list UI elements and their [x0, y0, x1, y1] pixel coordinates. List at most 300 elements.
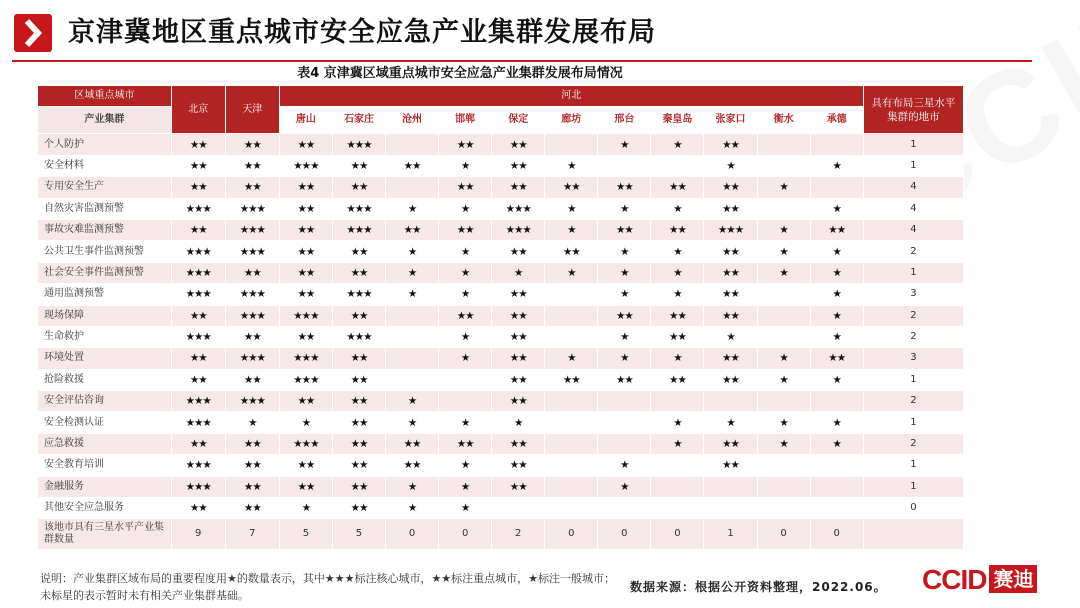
- star-rating-cell: [704, 476, 757, 497]
- row-cluster-name: 专用安全生产: [38, 177, 171, 198]
- star-rating-cell: ★: [225, 412, 279, 433]
- star-rating-cell: ★★: [386, 219, 439, 240]
- star-rating-cell: ★★: [651, 177, 704, 198]
- star-rating-cell: ★: [545, 348, 598, 369]
- table-row: [38, 262, 964, 283]
- star-rating-cell: ★: [651, 198, 704, 219]
- star-rating-cell: ★: [492, 412, 545, 433]
- logo-saidi-text: 赛迪: [989, 565, 1037, 593]
- star-rating-cell: ★★: [171, 369, 225, 390]
- star-rating-cell: ★★★: [279, 433, 332, 454]
- star-rating-cell: ★★: [279, 177, 332, 198]
- row-three-star-count: 1: [863, 455, 963, 476]
- table-row: [38, 155, 964, 176]
- star-rating-cell: ★★: [332, 391, 385, 412]
- table-row: [38, 391, 964, 412]
- star-rating-cell: ★: [439, 326, 492, 347]
- row-cluster-name: 个人防护: [38, 134, 171, 155]
- star-rating-cell: ★★: [704, 177, 757, 198]
- star-rating-cell: ★★: [439, 433, 492, 454]
- star-rating-cell: ★★: [332, 348, 385, 369]
- star-rating-cell: ★: [279, 498, 332, 519]
- star-rating-cell: ★★: [279, 219, 332, 240]
- star-rating-cell: [651, 476, 704, 497]
- star-rating-cell: ★: [439, 155, 492, 176]
- star-rating-cell: ★★★: [225, 219, 279, 240]
- star-rating-cell: [598, 391, 651, 412]
- header-city: 承德: [810, 107, 863, 134]
- summary-count-cell: 5: [279, 519, 332, 550]
- star-rating-cell: ★★★: [225, 305, 279, 326]
- star-rating-cell: ★★★: [279, 155, 332, 176]
- row-three-star-count: 2: [863, 305, 963, 326]
- star-rating-cell: ★★★: [704, 219, 757, 240]
- star-rating-cell: ★★★: [171, 455, 225, 476]
- row-three-star-count: 2: [863, 433, 963, 454]
- star-rating-cell: ★: [651, 284, 704, 305]
- star-rating-cell: ★★: [171, 348, 225, 369]
- star-rating-cell: ★★: [704, 305, 757, 326]
- star-rating-cell: ★★: [225, 476, 279, 497]
- star-rating-cell: ★★: [332, 262, 385, 283]
- star-rating-cell: ★★★: [332, 219, 385, 240]
- star-rating-cell: [545, 391, 598, 412]
- row-three-star-count: 4: [863, 177, 963, 198]
- star-rating-cell: ★: [757, 369, 810, 390]
- star-rating-cell: ★★: [492, 433, 545, 454]
- star-rating-cell: ★: [757, 241, 810, 262]
- star-rating-cell: [545, 498, 598, 519]
- row-cluster-name: 安全材料: [38, 155, 171, 176]
- star-rating-cell: ★: [439, 498, 492, 519]
- star-rating-cell: ★: [810, 241, 863, 262]
- star-rating-cell: [439, 391, 492, 412]
- star-rating-cell: ★★: [225, 177, 279, 198]
- star-rating-cell: ★: [757, 348, 810, 369]
- star-rating-cell: ★: [810, 326, 863, 347]
- star-rating-cell: ★: [704, 155, 757, 176]
- star-rating-cell: ★★: [225, 369, 279, 390]
- star-rating-cell: ★: [598, 262, 651, 283]
- star-rating-cell: ★: [439, 455, 492, 476]
- star-rating-cell: ★: [598, 198, 651, 219]
- star-rating-cell: [757, 476, 810, 497]
- star-rating-cell: ★★: [225, 455, 279, 476]
- row-cluster-name: 通用监测预警: [38, 284, 171, 305]
- star-rating-cell: ★★: [651, 326, 704, 347]
- row-three-star-count: 2: [863, 241, 963, 262]
- star-rating-cell: ★★: [439, 177, 492, 198]
- star-rating-cell: ★★★: [225, 241, 279, 262]
- star-rating-cell: ★★: [492, 134, 545, 155]
- star-rating-cell: ★★: [598, 219, 651, 240]
- star-rating-cell: ★★: [171, 177, 225, 198]
- star-rating-cell: ★★: [332, 177, 385, 198]
- row-cluster-name: 社会安全事件监测预警: [38, 262, 171, 283]
- row-cluster-name: 安全检测认证: [38, 412, 171, 433]
- star-rating-cell: [545, 284, 598, 305]
- star-rating-cell: ★★: [704, 433, 757, 454]
- star-rating-cell: ★★: [492, 326, 545, 347]
- star-rating-cell: ★: [386, 198, 439, 219]
- summary-count-cell: 1: [704, 519, 757, 550]
- star-rating-cell: ★★: [598, 305, 651, 326]
- star-rating-cell: ★: [651, 262, 704, 283]
- row-cluster-name: 安全教育培训: [38, 455, 171, 476]
- row-three-star-count: 1: [863, 412, 963, 433]
- row-cluster-name: 抢险救援: [38, 369, 171, 390]
- star-rating-cell: ★★: [332, 455, 385, 476]
- star-rating-cell: ★★: [545, 369, 598, 390]
- star-rating-cell: [545, 476, 598, 497]
- star-rating-cell: ★★: [171, 134, 225, 155]
- star-rating-cell: ★★: [332, 476, 385, 497]
- star-rating-cell: [386, 369, 439, 390]
- star-rating-cell: ★★★: [171, 284, 225, 305]
- star-rating-cell: ★★: [704, 198, 757, 219]
- star-rating-cell: ★★: [439, 134, 492, 155]
- star-rating-cell: ★★: [225, 498, 279, 519]
- star-rating-cell: ★★: [651, 369, 704, 390]
- header-tianjin: 天津: [225, 86, 279, 134]
- star-rating-cell: [757, 498, 810, 519]
- star-rating-cell: [651, 391, 704, 412]
- star-rating-cell: ★: [810, 412, 863, 433]
- star-rating-cell: ★★: [492, 284, 545, 305]
- star-rating-cell: ★★★: [171, 262, 225, 283]
- star-rating-cell: ★★: [279, 262, 332, 283]
- table-row: [38, 284, 964, 305]
- row-three-star-count: 2: [863, 326, 963, 347]
- star-rating-cell: ★: [439, 198, 492, 219]
- star-rating-cell: ★: [757, 433, 810, 454]
- table-row: [38, 241, 964, 262]
- star-rating-cell: ★: [651, 241, 704, 262]
- table-row: [38, 134, 964, 155]
- header-beijing: 北京: [171, 86, 225, 134]
- star-rating-cell: ★★: [492, 476, 545, 497]
- star-rating-cell: ★★: [651, 305, 704, 326]
- star-rating-cell: [386, 348, 439, 369]
- star-rating-cell: ★: [598, 348, 651, 369]
- star-rating-cell: [545, 412, 598, 433]
- star-rating-cell: ★: [386, 391, 439, 412]
- table-note: 说明：产业集群区域布局的重要程度用★的数量表示，其中★★★标注核心城市，★★标注重点城市，★标注一般城市；未标星的表示暂时未有相关产业集群基础。: [40, 572, 616, 602]
- summary-count-cell: 9: [171, 519, 225, 550]
- chevron-right-icon: [14, 14, 52, 52]
- star-rating-cell: ★★★: [332, 284, 385, 305]
- star-rating-cell: ★★: [386, 155, 439, 176]
- summary-count-cell: 0: [651, 519, 704, 550]
- summary-count-cell: 0: [810, 519, 863, 550]
- star-rating-cell: ★: [598, 134, 651, 155]
- star-rating-cell: ★★★: [225, 391, 279, 412]
- star-rating-cell: ★: [439, 262, 492, 283]
- star-rating-cell: ★: [651, 348, 704, 369]
- star-rating-cell: ★: [439, 476, 492, 497]
- star-rating-cell: ★★: [492, 305, 545, 326]
- star-rating-cell: ★: [757, 219, 810, 240]
- logo-ccid-text: CCID: [922, 564, 987, 595]
- header-city: 邢台: [598, 107, 651, 134]
- row-cluster-name: 现场保障: [38, 305, 171, 326]
- star-rating-cell: [386, 177, 439, 198]
- star-rating-cell: ★: [386, 262, 439, 283]
- summary-count-cell: 0: [386, 519, 439, 550]
- star-rating-cell: ★★: [704, 369, 757, 390]
- star-rating-cell: ★★: [171, 155, 225, 176]
- star-rating-cell: ★★: [279, 326, 332, 347]
- star-rating-cell: [386, 305, 439, 326]
- star-rating-cell: [704, 498, 757, 519]
- summary-count-cell: 0: [598, 519, 651, 550]
- header-count: 具有布局三星水平集群的地市: [863, 86, 963, 134]
- star-rating-cell: ★★★: [225, 348, 279, 369]
- summary-count-cell: 2: [492, 519, 545, 550]
- slide-header: [12, 10, 1068, 56]
- star-rating-cell: ★: [545, 262, 598, 283]
- star-rating-cell: ★: [810, 262, 863, 283]
- star-rating-cell: ★★★: [171, 198, 225, 219]
- star-rating-cell: ★★: [225, 134, 279, 155]
- star-rating-cell: ★: [439, 412, 492, 433]
- star-rating-cell: ★★: [332, 433, 385, 454]
- table-row: [38, 433, 964, 454]
- star-rating-cell: ★★: [332, 241, 385, 262]
- star-rating-cell: ★★: [386, 433, 439, 454]
- row-cluster-name: 应急救援: [38, 433, 171, 454]
- star-rating-cell: ★★: [651, 219, 704, 240]
- star-rating-cell: [757, 455, 810, 476]
- star-rating-cell: ★: [439, 348, 492, 369]
- star-rating-cell: [492, 498, 545, 519]
- row-three-star-count: 0: [863, 498, 963, 519]
- table-title: 表4 京津冀区域重点城市安全应急产业集群发展布局情况: [297, 66, 623, 81]
- star-rating-cell: ★★: [492, 391, 545, 412]
- star-rating-cell: ★★: [492, 155, 545, 176]
- star-rating-cell: ★★: [171, 219, 225, 240]
- summary-row: [38, 519, 964, 550]
- star-rating-cell: ★★: [279, 284, 332, 305]
- row-three-star-count: 3: [863, 348, 963, 369]
- row-three-star-count: 4: [863, 198, 963, 219]
- star-rating-cell: ★: [386, 284, 439, 305]
- star-rating-cell: ★: [598, 284, 651, 305]
- header-industry-cluster: 产业集群: [38, 107, 171, 134]
- star-rating-cell: ★: [386, 241, 439, 262]
- star-rating-cell: ★: [598, 455, 651, 476]
- star-rating-cell: ★: [810, 198, 863, 219]
- row-three-star-count: 1: [863, 262, 963, 283]
- star-rating-cell: ★: [810, 433, 863, 454]
- star-rating-cell: ★★: [171, 498, 225, 519]
- table-row: [38, 412, 964, 433]
- star-rating-cell: ★★: [810, 219, 863, 240]
- summary-count-cell: 0: [757, 519, 810, 550]
- star-rating-cell: [810, 134, 863, 155]
- star-rating-cell: [810, 177, 863, 198]
- star-rating-cell: ★★★: [171, 241, 225, 262]
- star-rating-cell: ★★: [492, 455, 545, 476]
- row-cluster-name: 其他安全应急服务: [38, 498, 171, 519]
- star-rating-cell: ★: [598, 326, 651, 347]
- star-rating-cell: ★★: [332, 155, 385, 176]
- star-rating-cell: ★★★: [492, 219, 545, 240]
- data-source: 数据来源：根据公开资料整理，2022.06。: [630, 580, 887, 594]
- star-rating-cell: ★★★: [225, 198, 279, 219]
- summary-empty-cell: [863, 519, 963, 550]
- row-cluster-name: 安全评估咨询: [38, 391, 171, 412]
- row-three-star-count: 2: [863, 391, 963, 412]
- star-rating-cell: ★: [386, 498, 439, 519]
- star-rating-cell: ★: [598, 241, 651, 262]
- star-rating-cell: [757, 155, 810, 176]
- row-cluster-name: 公共卫生事件监测预警: [38, 241, 171, 262]
- star-rating-cell: [757, 326, 810, 347]
- row-three-star-count: 1: [863, 476, 963, 497]
- star-rating-cell: ★★: [598, 177, 651, 198]
- star-rating-cell: [704, 391, 757, 412]
- header-city: 保定: [492, 107, 545, 134]
- star-rating-cell: ★★: [545, 241, 598, 262]
- row-cluster-name: 事故灾难监测预警: [38, 219, 171, 240]
- table-row: [38, 326, 964, 347]
- star-rating-cell: [810, 391, 863, 412]
- header-city: 秦皇岛: [651, 107, 704, 134]
- star-rating-cell: ★: [704, 412, 757, 433]
- star-rating-cell: ★★: [810, 348, 863, 369]
- star-rating-cell: ★★: [704, 455, 757, 476]
- star-rating-cell: ★★: [332, 412, 385, 433]
- star-rating-cell: ★★: [279, 476, 332, 497]
- star-rating-cell: [386, 134, 439, 155]
- star-rating-cell: ★★: [704, 284, 757, 305]
- star-rating-cell: ★★: [704, 262, 757, 283]
- star-rating-cell: ★★: [225, 433, 279, 454]
- star-rating-cell: ★★: [225, 326, 279, 347]
- row-three-star-count: 4: [863, 219, 963, 240]
- star-rating-cell: ★★★: [225, 284, 279, 305]
- star-rating-cell: ★★: [171, 433, 225, 454]
- star-rating-cell: ★★★: [279, 369, 332, 390]
- table-row: [38, 476, 964, 497]
- star-rating-cell: ★: [439, 284, 492, 305]
- table-row: [38, 455, 964, 476]
- star-rating-cell: ★: [598, 476, 651, 497]
- star-rating-cell: [545, 134, 598, 155]
- row-three-star-count: 3: [863, 284, 963, 305]
- star-rating-cell: [757, 134, 810, 155]
- star-rating-cell: [545, 455, 598, 476]
- row-cluster-name: 金融服务: [38, 476, 171, 497]
- star-rating-cell: ★★★: [171, 476, 225, 497]
- star-rating-cell: ★★: [704, 241, 757, 262]
- star-rating-cell: [598, 155, 651, 176]
- star-rating-cell: ★★: [386, 455, 439, 476]
- summary-row-label: 该地市具有三星水平产业集群数量: [38, 519, 171, 550]
- star-rating-cell: ★: [810, 369, 863, 390]
- table-row: [38, 498, 964, 519]
- star-rating-cell: ★: [757, 412, 810, 433]
- star-rating-cell: ★★: [279, 391, 332, 412]
- star-rating-cell: ★: [651, 412, 704, 433]
- star-rating-cell: [386, 326, 439, 347]
- table-row: [38, 198, 964, 219]
- table-body: [38, 134, 964, 550]
- row-cluster-name: 环境处置: [38, 348, 171, 369]
- star-rating-cell: ★★: [492, 177, 545, 198]
- table-row: [38, 219, 964, 240]
- row-three-star-count: 1: [863, 369, 963, 390]
- star-rating-cell: ★★: [704, 134, 757, 155]
- star-rating-cell: ★★: [598, 369, 651, 390]
- star-rating-cell: ★★: [545, 177, 598, 198]
- star-rating-cell: ★: [279, 412, 332, 433]
- title-underline: [12, 60, 1032, 62]
- table-row: [38, 305, 964, 326]
- star-rating-cell: ★★★: [171, 412, 225, 433]
- star-rating-cell: ★★★: [332, 326, 385, 347]
- star-rating-cell: ★: [757, 262, 810, 283]
- header-city: 沧州: [386, 107, 439, 134]
- star-rating-cell: ★: [810, 305, 863, 326]
- summary-count-cell: 7: [225, 519, 279, 550]
- star-rating-cell: ★★★: [332, 134, 385, 155]
- header-region-city: 区域重点城市: [38, 86, 171, 107]
- star-rating-cell: ★★★: [171, 391, 225, 412]
- star-rating-cell: ★★: [225, 262, 279, 283]
- star-rating-cell: ★★★: [279, 348, 332, 369]
- star-rating-cell: ★★: [279, 455, 332, 476]
- star-rating-cell: [651, 455, 704, 476]
- summary-count-cell: 5: [332, 519, 385, 550]
- star-rating-cell: ★: [386, 476, 439, 497]
- header-city: 廊坊: [545, 107, 598, 134]
- star-rating-cell: ★: [545, 219, 598, 240]
- star-rating-cell: ★★: [704, 348, 757, 369]
- star-rating-cell: ★★: [225, 155, 279, 176]
- star-rating-cell: [651, 498, 704, 519]
- star-rating-cell: ★: [492, 262, 545, 283]
- star-rating-cell: ★: [810, 155, 863, 176]
- ccid-logo: [922, 563, 1068, 597]
- star-rating-cell: ★★: [279, 134, 332, 155]
- header-city: 衡水: [757, 107, 810, 134]
- star-rating-cell: ★: [651, 134, 704, 155]
- star-rating-cell: [545, 433, 598, 454]
- star-rating-cell: ★★: [171, 305, 225, 326]
- star-rating-cell: [810, 476, 863, 497]
- star-rating-cell: ★: [810, 284, 863, 305]
- star-rating-cell: ★: [386, 412, 439, 433]
- page-title: 京津冀地区重点城市安全应急产业集群发展布局: [68, 17, 656, 48]
- star-rating-cell: [545, 326, 598, 347]
- star-rating-cell: [545, 305, 598, 326]
- star-rating-cell: ★: [757, 177, 810, 198]
- row-three-star-count: 1: [863, 134, 963, 155]
- industry-cluster-table: [38, 86, 964, 550]
- star-rating-cell: ★: [651, 433, 704, 454]
- star-rating-cell: ★: [704, 326, 757, 347]
- star-rating-cell: [651, 155, 704, 176]
- row-cluster-name: 自然灾害监测预警: [38, 198, 171, 219]
- star-rating-cell: [757, 391, 810, 412]
- header-city: 石家庄: [332, 107, 385, 134]
- star-rating-cell: ★: [439, 241, 492, 262]
- star-rating-cell: ★★★: [332, 198, 385, 219]
- summary-count-cell: 0: [439, 519, 492, 550]
- star-rating-cell: ★★★: [492, 198, 545, 219]
